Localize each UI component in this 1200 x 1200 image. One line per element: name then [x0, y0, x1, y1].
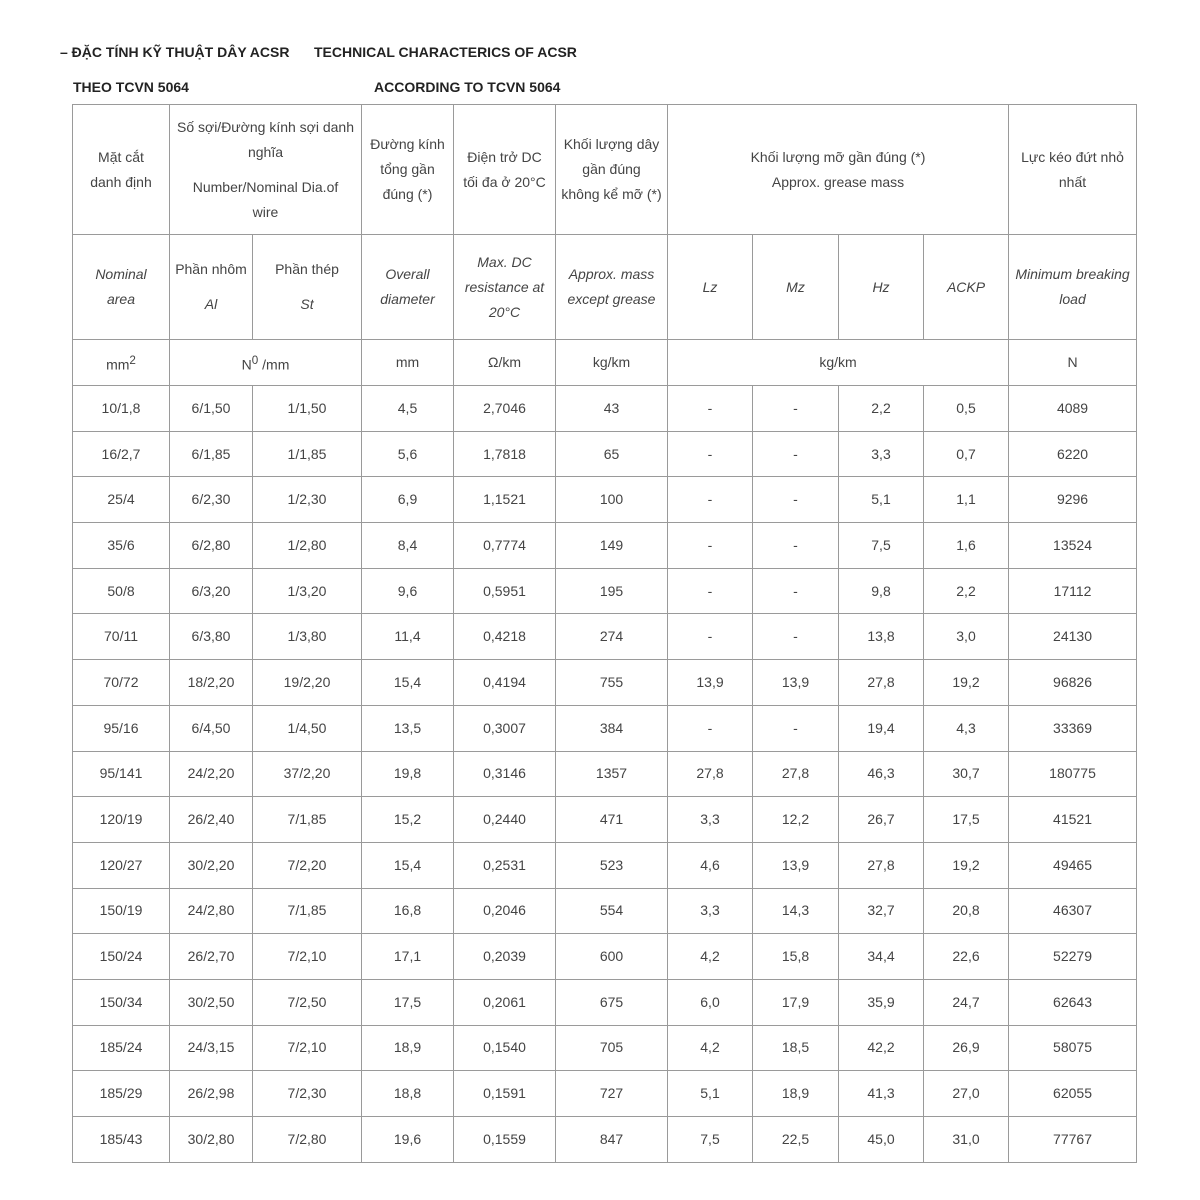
cell-lz: - — [668, 431, 753, 477]
cell-breaking-load: 33369 — [1009, 705, 1137, 751]
header-mass-en: Approx. mass except grease — [556, 235, 668, 340]
cell-st-wire: 1/4,50 — [253, 705, 362, 751]
header-resistance-vn: Điện trở DC tối đa ở 20°C — [454, 105, 556, 235]
cell-nominal-area: 35/6 — [73, 523, 170, 569]
cell-lz: - — [668, 523, 753, 569]
cell-breaking-load: 17112 — [1009, 568, 1137, 614]
cell-diameter: 8,4 — [362, 523, 454, 569]
cell-diameter: 17,1 — [362, 934, 454, 980]
cell-st-wire: 1/3,20 — [253, 568, 362, 614]
cell-mz: - — [753, 614, 839, 660]
subtitle-english: ACCORDING TO TCVN 5064 — [374, 79, 561, 95]
unit-diameter: mm — [362, 340, 454, 386]
cell-ackp: 24,7 — [924, 979, 1009, 1025]
cell-lz: - — [668, 614, 753, 660]
cell-ackp: 30,7 — [924, 751, 1009, 797]
cell-resistance: 2,7046 — [454, 386, 556, 432]
table-row — [73, 431, 1137, 477]
cell-resistance: 0,3146 — [454, 751, 556, 797]
cell-breaking-load: 180775 — [1009, 751, 1137, 797]
cell-al-wire: 6/3,20 — [170, 568, 253, 614]
cell-ackp: 26,9 — [924, 1025, 1009, 1071]
cell-hz: 41,3 — [839, 1071, 924, 1117]
cell-diameter: 11,4 — [362, 614, 454, 660]
header-grease-mass: Khối lượng mỡ gần đúng (*) Approx. grease mass — [668, 105, 1009, 235]
cell-ackp: 20,8 — [924, 888, 1009, 934]
cell-resistance: 0,4194 — [454, 660, 556, 706]
cell-mz: 18,9 — [753, 1071, 839, 1117]
cell-al-wire: 24/2,20 — [170, 751, 253, 797]
cell-hz: 32,7 — [839, 888, 924, 934]
cell-diameter: 18,9 — [362, 1025, 454, 1071]
cell-nominal-area: 150/34 — [73, 979, 170, 1025]
cell-al-wire: 6/2,30 — [170, 477, 253, 523]
cell-diameter: 15,4 — [362, 842, 454, 888]
unit-area: $mm^2$ — [73, 340, 170, 386]
header-steel: Phần thép St — [253, 235, 362, 340]
table-row — [73, 1071, 1137, 1117]
cell-mass: 100 — [556, 477, 668, 523]
cell-resistance: 0,2046 — [454, 888, 556, 934]
cell-mz: 15,8 — [753, 934, 839, 980]
cell-resistance: 1,1521 — [454, 477, 556, 523]
cell-lz: 27,8 — [668, 751, 753, 797]
cell-mz: 12,2 — [753, 797, 839, 843]
cell-st-wire: 7/1,85 — [253, 888, 362, 934]
header-mass-vn: Khối lượng dây gần đúng không kể mỡ (*) — [556, 105, 668, 235]
cell-nominal-area: 185/43 — [73, 1117, 170, 1163]
header-aluminium: Phần nhôm Al — [170, 235, 253, 340]
cell-nominal-area: 25/4 — [73, 477, 170, 523]
cell-mass: 705 — [556, 1025, 668, 1071]
cell-lz: 3,3 — [668, 888, 753, 934]
cell-resistance: 0,3007 — [454, 705, 556, 751]
cell-mass: 847 — [556, 1117, 668, 1163]
cell-lz: 7,5 — [668, 1117, 753, 1163]
cell-hz: 13,8 — [839, 614, 924, 660]
cell-mass: 274 — [556, 614, 668, 660]
cell-st-wire: 7/2,50 — [253, 979, 362, 1025]
cell-ackp: 17,5 — [924, 797, 1009, 843]
unit-breaking-load: N — [1009, 340, 1137, 386]
cell-hz: 19,4 — [839, 705, 924, 751]
table-row — [73, 888, 1137, 934]
table-row — [73, 660, 1137, 706]
table-row — [73, 934, 1137, 980]
cell-nominal-area: 70/72 — [73, 660, 170, 706]
cell-mass: 600 — [556, 934, 668, 980]
cell-breaking-load: 58075 — [1009, 1025, 1137, 1071]
cell-mz: 18,5 — [753, 1025, 839, 1071]
cell-nominal-area: 120/27 — [73, 842, 170, 888]
title-english: TECHNICAL CHARACTERICS OF ACSR — [314, 44, 577, 60]
cell-breaking-load: 62055 — [1009, 1071, 1137, 1117]
cell-st-wire: 37/2,20 — [253, 751, 362, 797]
acsr-spec-table — [72, 104, 1137, 1163]
cell-breaking-load: 96826 — [1009, 660, 1137, 706]
subtitle-vietnamese: THEO TCVN 5064 — [73, 79, 189, 95]
cell-lz: 4,2 — [668, 934, 753, 980]
cell-resistance: 0,4218 — [454, 614, 556, 660]
cell-al-wire: 30/2,20 — [170, 842, 253, 888]
cell-resistance: 0,1591 — [454, 1071, 556, 1117]
header-resistance-en: Max. DC resistance at 20°C — [454, 235, 556, 340]
cell-hz: 2,2 — [839, 386, 924, 432]
cell-resistance: 0,1540 — [454, 1025, 556, 1071]
cell-hz: 3,3 — [839, 431, 924, 477]
table-row — [73, 523, 1137, 569]
table-row — [73, 1117, 1137, 1163]
header-nominal-area-en: Nominal area — [73, 235, 170, 340]
units-row — [73, 340, 1137, 386]
cell-st-wire: 7/2,10 — [253, 1025, 362, 1071]
cell-ackp: 19,2 — [924, 660, 1009, 706]
cell-hz: 45,0 — [839, 1117, 924, 1163]
cell-lz: 4,6 — [668, 842, 753, 888]
cell-st-wire: 19/2,20 — [253, 660, 362, 706]
cell-resistance: 0,2039 — [454, 934, 556, 980]
cell-nominal-area: 150/24 — [73, 934, 170, 980]
table-row — [73, 842, 1137, 888]
cell-mass: 471 — [556, 797, 668, 843]
cell-diameter: 16,8 — [362, 888, 454, 934]
unit-grease: kg/km — [668, 340, 1009, 386]
cell-hz: 26,7 — [839, 797, 924, 843]
cell-hz: 27,8 — [839, 842, 924, 888]
header-ackp: ACKP — [924, 235, 1009, 340]
cell-nominal-area: 10/1,8 — [73, 386, 170, 432]
cell-diameter: 18,8 — [362, 1071, 454, 1117]
unit-resistance: Ω/km — [454, 340, 556, 386]
cell-diameter: 6,9 — [362, 477, 454, 523]
cell-hz: 46,3 — [839, 751, 924, 797]
cell-lz: - — [668, 568, 753, 614]
cell-nominal-area: 150/19 — [73, 888, 170, 934]
cell-lz: 6,0 — [668, 979, 753, 1025]
cell-mz: - — [753, 705, 839, 751]
header-mz: Mz — [753, 235, 839, 340]
cell-al-wire: 6/1,85 — [170, 431, 253, 477]
cell-mass: 384 — [556, 705, 668, 751]
cell-ackp: 27,0 — [924, 1071, 1009, 1117]
header-hz: Hz — [839, 235, 924, 340]
cell-mz: - — [753, 568, 839, 614]
cell-breaking-load: 62643 — [1009, 979, 1137, 1025]
cell-nominal-area: 95/16 — [73, 705, 170, 751]
cell-breaking-load: 4089 — [1009, 386, 1137, 432]
header-breaking-load-en: Minimum breaking load — [1009, 235, 1137, 340]
header-breaking-load-vn: Lực kéo đứt nhỏ nhất — [1009, 105, 1137, 235]
cell-al-wire: 24/2,80 — [170, 888, 253, 934]
cell-st-wire: 7/1,85 — [253, 797, 362, 843]
cell-lz: 13,9 — [668, 660, 753, 706]
cell-breaking-load: 9296 — [1009, 477, 1137, 523]
cell-mz: 13,9 — [753, 842, 839, 888]
cell-hz: 5,1 — [839, 477, 924, 523]
header-nominal-area-vn: Mặt cắt danh định — [73, 105, 170, 235]
table-row — [73, 477, 1137, 523]
cell-ackp: 22,6 — [924, 934, 1009, 980]
cell-resistance: 1,7818 — [454, 431, 556, 477]
cell-ackp: 4,3 — [924, 705, 1009, 751]
cell-lz: 4,2 — [668, 1025, 753, 1071]
cell-resistance: 0,2061 — [454, 979, 556, 1025]
cell-nominal-area: 50/8 — [73, 568, 170, 614]
header-diameter-en: Overall diameter — [362, 235, 454, 340]
cell-breaking-load: 13524 — [1009, 523, 1137, 569]
cell-al-wire: 26/2,70 — [170, 934, 253, 980]
cell-hz: 42,2 — [839, 1025, 924, 1071]
cell-resistance: 0,1559 — [454, 1117, 556, 1163]
cell-mass: 675 — [556, 979, 668, 1025]
cell-ackp: 1,6 — [924, 523, 1009, 569]
cell-ackp: 31,0 — [924, 1117, 1009, 1163]
cell-ackp: 1,1 — [924, 477, 1009, 523]
cell-al-wire: 6/2,80 — [170, 523, 253, 569]
table-row — [73, 386, 1137, 432]
cell-ackp: 0,5 — [924, 386, 1009, 432]
cell-al-wire: 6/3,80 — [170, 614, 253, 660]
cell-ackp: 3,0 — [924, 614, 1009, 660]
title-vietnamese: – ĐẶC TÍNH KỸ THUẬT DÂY ACSR — [60, 44, 290, 60]
table-row — [73, 614, 1137, 660]
cell-breaking-load: 52279 — [1009, 934, 1137, 980]
cell-resistance: 0,2531 — [454, 842, 556, 888]
cell-al-wire: 6/4,50 — [170, 705, 253, 751]
header-row-vietnamese — [73, 105, 1137, 235]
cell-diameter: 15,4 — [362, 660, 454, 706]
cell-diameter: 5,6 — [362, 431, 454, 477]
cell-diameter: 17,5 — [362, 979, 454, 1025]
cell-st-wire: 1/1,50 — [253, 386, 362, 432]
cell-nominal-area: 185/24 — [73, 1025, 170, 1071]
table-row — [73, 705, 1137, 751]
cell-mass: 727 — [556, 1071, 668, 1117]
cell-lz: - — [668, 386, 753, 432]
cell-al-wire: 24/3,15 — [170, 1025, 253, 1071]
cell-nominal-area: 120/19 — [73, 797, 170, 843]
cell-mz: 13,9 — [753, 660, 839, 706]
cell-al-wire: 26/2,98 — [170, 1071, 253, 1117]
cell-hz: 7,5 — [839, 523, 924, 569]
header-diameter-vn: Đường kính tổng gần đúng (*) — [362, 105, 454, 235]
cell-diameter: 9,6 — [362, 568, 454, 614]
cell-ackp: 0,7 — [924, 431, 1009, 477]
cell-lz: - — [668, 705, 753, 751]
cell-nominal-area: 70/11 — [73, 614, 170, 660]
cell-nominal-area: 185/29 — [73, 1071, 170, 1117]
cell-ackp: 2,2 — [924, 568, 1009, 614]
cell-diameter: 19,8 — [362, 751, 454, 797]
document-subtitle — [73, 79, 561, 95]
cell-lz: 5,1 — [668, 1071, 753, 1117]
cell-st-wire: 7/2,20 — [253, 842, 362, 888]
table-row — [73, 979, 1137, 1025]
header-lz: Lz — [668, 235, 753, 340]
cell-diameter: 19,6 — [362, 1117, 454, 1163]
cell-st-wire: 7/2,80 — [253, 1117, 362, 1163]
cell-mz: 22,5 — [753, 1117, 839, 1163]
table-row — [73, 1025, 1137, 1071]
table-row — [73, 568, 1137, 614]
cell-mz: - — [753, 523, 839, 569]
cell-mass: 554 — [556, 888, 668, 934]
cell-mass: 43 — [556, 386, 668, 432]
cell-breaking-load: 77767 — [1009, 1117, 1137, 1163]
cell-mz: 17,9 — [753, 979, 839, 1025]
cell-mz: - — [753, 431, 839, 477]
cell-breaking-load: 46307 — [1009, 888, 1137, 934]
cell-mass: 1357 — [556, 751, 668, 797]
header-row-english — [73, 235, 1137, 340]
cell-st-wire: 1/3,80 — [253, 614, 362, 660]
cell-st-wire: 7/2,10 — [253, 934, 362, 980]
cell-mz: 27,8 — [753, 751, 839, 797]
cell-diameter: 15,2 — [362, 797, 454, 843]
cell-st-wire: 1/2,30 — [253, 477, 362, 523]
cell-resistance: 0,7774 — [454, 523, 556, 569]
cell-nominal-area: 95/141 — [73, 751, 170, 797]
cell-al-wire: 30/2,80 — [170, 1117, 253, 1163]
cell-hz: 9,8 — [839, 568, 924, 614]
cell-breaking-load: 6220 — [1009, 431, 1137, 477]
table-body — [73, 386, 1137, 1163]
cell-st-wire: 7/2,30 — [253, 1071, 362, 1117]
cell-nominal-area: 16/2,7 — [73, 431, 170, 477]
cell-mass: 523 — [556, 842, 668, 888]
cell-diameter: 13,5 — [362, 705, 454, 751]
cell-st-wire: 1/2,80 — [253, 523, 362, 569]
cell-hz: 34,4 — [839, 934, 924, 980]
cell-lz: - — [668, 477, 753, 523]
cell-breaking-load: 49465 — [1009, 842, 1137, 888]
cell-mass: 755 — [556, 660, 668, 706]
cell-resistance: 0,2440 — [454, 797, 556, 843]
cell-mz: - — [753, 477, 839, 523]
cell-breaking-load: 24130 — [1009, 614, 1137, 660]
cell-mass: 65 — [556, 431, 668, 477]
cell-mz: 14,3 — [753, 888, 839, 934]
cell-lz: 3,3 — [668, 797, 753, 843]
cell-al-wire: 6/1,50 — [170, 386, 253, 432]
cell-diameter: 4,5 — [362, 386, 454, 432]
cell-st-wire: 1/1,85 — [253, 431, 362, 477]
unit-wire: $N^0$ /mm — [170, 340, 362, 386]
header-wire-count: Số sợi/Đường kính sợi danh nghĩa Number/Nominal Dia.of wire — [170, 105, 362, 235]
table-row — [73, 751, 1137, 797]
table-row — [73, 797, 1137, 843]
cell-hz: 27,8 — [839, 660, 924, 706]
cell-hz: 35,9 — [839, 979, 924, 1025]
cell-al-wire: 30/2,50 — [170, 979, 253, 1025]
unit-mass: kg/km — [556, 340, 668, 386]
document-title — [60, 44, 577, 60]
cell-mass: 195 — [556, 568, 668, 614]
cell-mz: - — [753, 386, 839, 432]
cell-ackp: 19,2 — [924, 842, 1009, 888]
cell-al-wire: 18/2,20 — [170, 660, 253, 706]
cell-al-wire: 26/2,40 — [170, 797, 253, 843]
cell-resistance: 0,5951 — [454, 568, 556, 614]
cell-breaking-load: 41521 — [1009, 797, 1137, 843]
cell-mass: 149 — [556, 523, 668, 569]
